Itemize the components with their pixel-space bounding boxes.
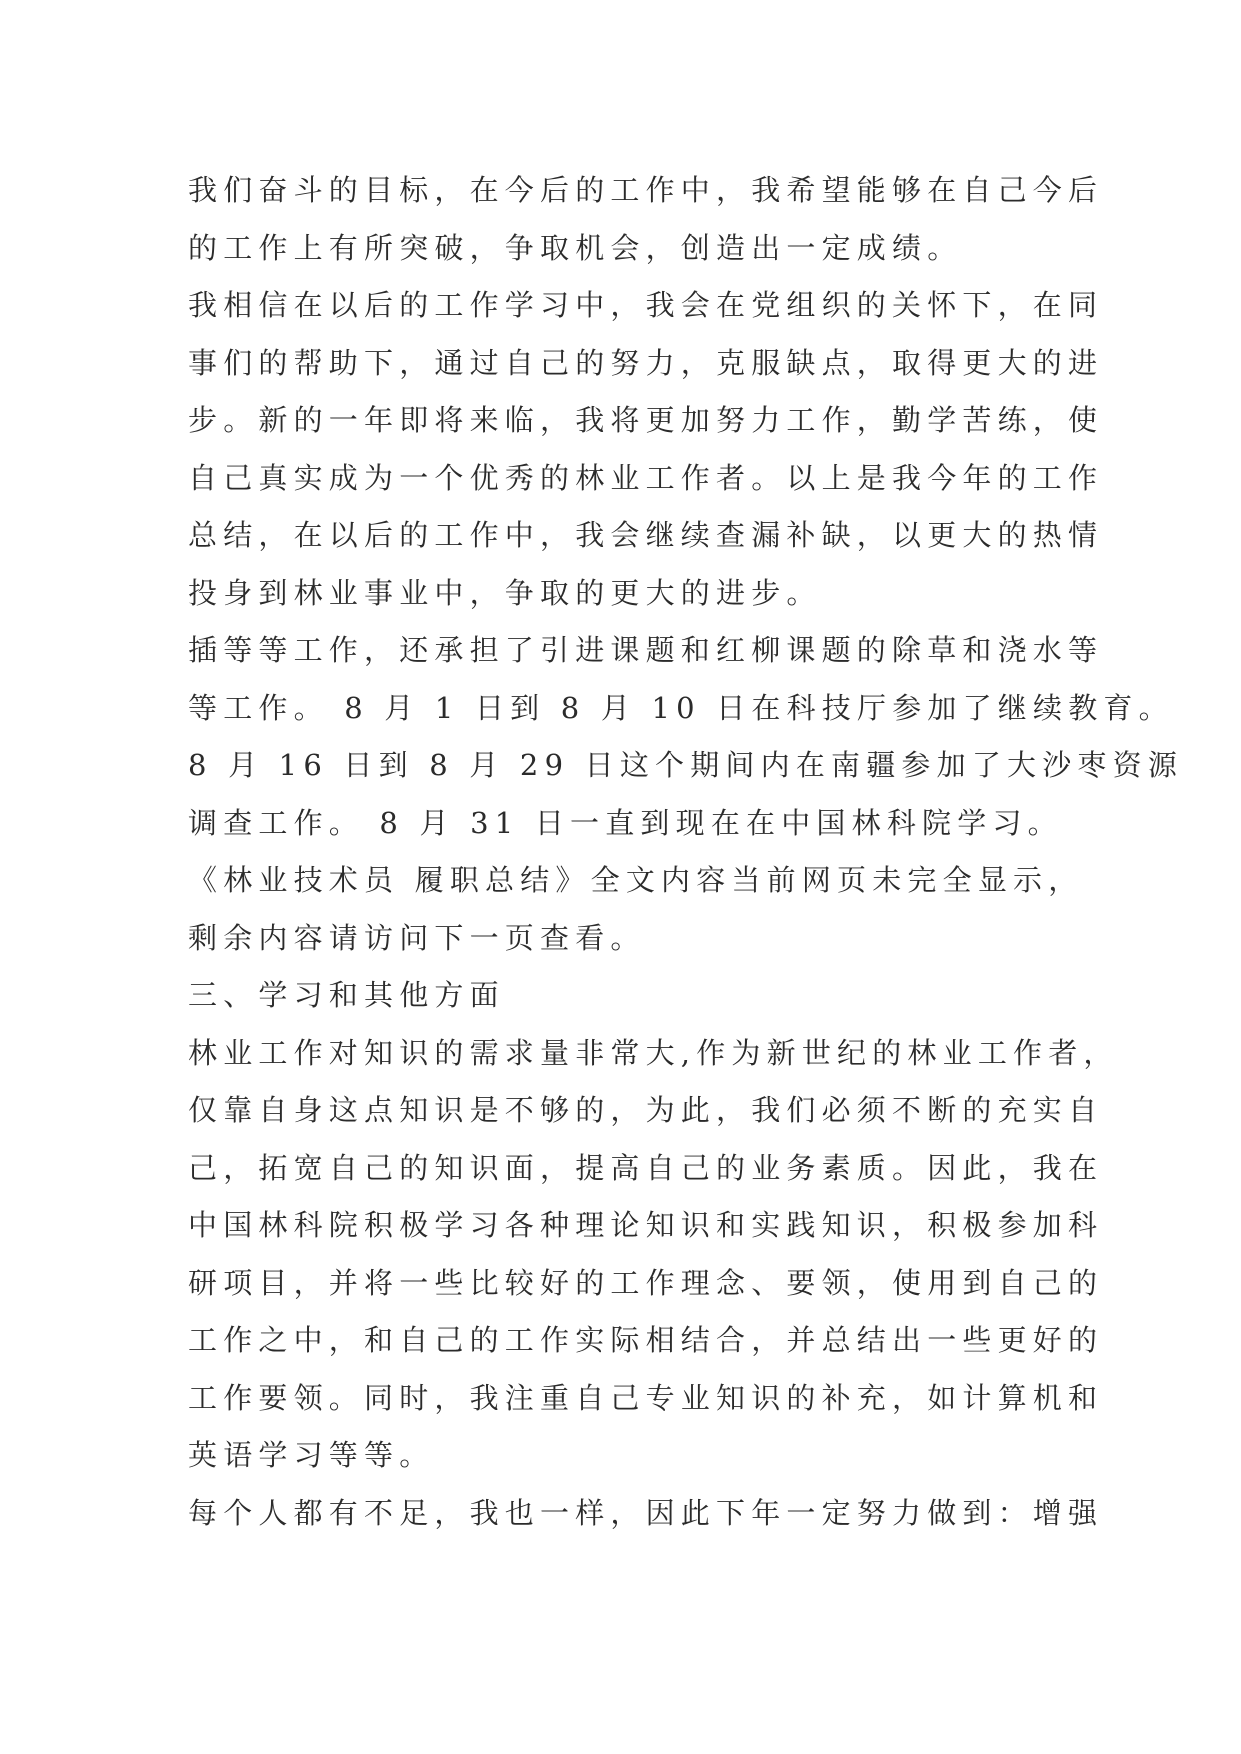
text-line: 工作之中，和自己的工作实际相结合，并总结出一些更好的 <box>188 1323 1104 1357</box>
text-line: 《林业技术员 履职总结》全文内容当前网页未完全显示， <box>188 863 1084 897</box>
document-body <box>188 162 1184 1542</box>
text-line: 我相信在以后的工作学习中，我会在党组织的关怀下，在同 <box>188 288 1104 322</box>
text-line: 调查工作。 8 月 31 日一直到现在在中国林科院学习。 <box>188 805 1063 840</box>
text-line: 事们的帮助下，通过自己的努力，克服缺点，取得更大的进 <box>188 345 1104 380</box>
text-line: 己，拓宽自己的知识面，提高自己的业务素质。因此，我在 <box>188 1150 1104 1185</box>
text-line: 每个人都有不足，我也一样，因此下年一定努力做到：增强 <box>188 1495 1104 1530</box>
text-line: 剩余内容请访问下一页查看。 <box>188 920 646 955</box>
text-line: 林业工作对知识的需求量非常大,作为新世纪的林业工作者， <box>188 1035 1119 1070</box>
text-line: 自己真实成为一个优秀的林业工作者。以上是我今年的工作 <box>188 460 1104 495</box>
text-line: 8 月 16 日到 8 月 29 日这个期间内在南疆参加了大沙枣资源 <box>188 748 1184 782</box>
text-line: 的工作上有所突破，争取机会，创造出一定成绩。 <box>188 230 963 265</box>
text-line: 插等等工作，还承担了引进课题和红柳课题的除草和浇水等 <box>188 633 1104 667</box>
text-line: 等工作。 8 月 1 日到 8 月 10 日在科技厅参加了继续教育。 <box>188 690 1174 725</box>
text-line: 英语学习等等。 <box>188 1438 435 1472</box>
section-heading: 三、学习和其他方面 <box>188 978 505 1012</box>
text-line: 我们奋斗的目标，在今后的工作中，我希望能够在自己今后 <box>188 173 1104 207</box>
text-line: 工作要领。同时，我注重自己专业知识的补充，如计算机和 <box>188 1380 1104 1415</box>
text-line: 总结，在以后的工作中，我会继续查漏补缺，以更大的热情 <box>188 518 1104 552</box>
text-line: 步。新的一年即将来临，我将更加努力工作，勤学苦练，使 <box>188 403 1104 437</box>
text-line: 研项目，并将一些比较好的工作理念、要领，使用到自己的 <box>188 1265 1104 1300</box>
text-line: 投身到林业事业中，争取的更大的进步。 <box>188 575 822 610</box>
text-line: 中国林科院积极学习各种理论知识和实践知识，积极参加科 <box>188 1208 1104 1242</box>
text-line: 仅靠自身这点知识是不够的，为此，我们必须不断的充实自 <box>188 1093 1104 1127</box>
